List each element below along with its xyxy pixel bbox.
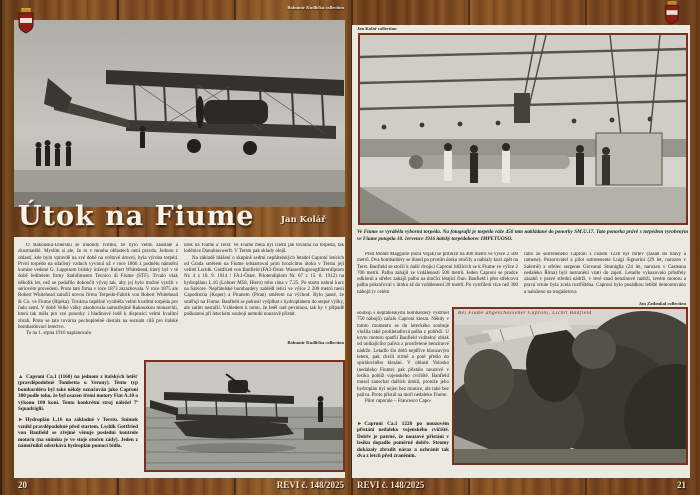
crash-illustration <box>454 309 686 463</box>
photo-torpedo-loading <box>358 33 688 225</box>
left-body-column-1 <box>18 243 178 375</box>
left-issue-label: REVI č. 148/2025 <box>276 480 344 490</box>
article-title: Útok na Fiume <box>18 201 255 232</box>
photo-caproni-airfield <box>14 20 345 207</box>
paragraph: útok na Fiume a Terst. Ve Fiume měla být cílem jak továrna na torpéda, tak loděnice Danubiuswerft. V Terstu pak sklady olejů. <box>184 243 344 255</box>
photo-seaplane-l16 <box>144 360 345 472</box>
photo-handwriting-label: Bei Fiume abgeschossener Caproni, Lschlt Banfield <box>458 311 592 316</box>
right-body-column-1-continued <box>357 311 449 418</box>
left-captions <box>18 374 138 474</box>
paragraph: rallo ze sestřeleného Caproni s číslem 1228 byl mrtev (zásah do hlavy a ramene). Pozorovatel a pilot sottotenente Luigi Signorini (29 let, narozen v Salerně) a střelec sergente Giovanni Straniglia (24 let, narozen v Casteana nedaleko Říma) byli nezranění vzati do zajetí. Letadlo vykazovalo průstřely zásahů v pravé střední nádrži, v levé snad benzínové nádrži, levém motoru a pravá vrtule byla zcela roztříštěna. Caproni bylo posádkou letiště demontováno a naloženo na trogáderova <box>524 252 686 295</box>
paragraph: Pilot caporale – Francesco Capo- <box>365 399 432 405</box>
top-photo-caption: Ve Fiume se vyráběla výborná torpéda. Na fotografii je torpédo ráže 450 mm nakládané do ponorky SM.U.17. Tato ponorka právě s torpédem vyrobeným ve Fiume potopila 10. července 1916 italský torpédoborec IMPETUOSO. <box>357 229 688 242</box>
crash-photo-caption <box>357 421 449 473</box>
right-body-column-2 <box>524 252 686 299</box>
up-arrow-icon: ▲ <box>18 374 25 380</box>
photo-caproni-crash <box>452 307 688 465</box>
paragraph: Před Monte Maggiore (hora Vojak) se přiblížil na 400 metrů ve výšce 2 500 metrů. Dva bombardéry se ihned po prvním útoku otočily a nabraly kurz zpět na Terst. Banfield se stočil k další dvojici Caproni blížících se k Fiume ve výšce 2 700 metrů. Palbu zahájil ze vzdálenosti 500 metrů. Jeden Caproni se prudce odklonil a střelec zahájil palbu na útočící létající člun. Banfield i přes střelcovu palbu pokračoval v útoku až do vzdálenosti 20 metrů. Po vystřílení více než 300 nábojů (v celém <box>357 252 518 295</box>
torpedo-loading-illustration <box>360 35 686 223</box>
paragraph: To na 1. srpna 1916 naplánovalo <box>26 331 92 337</box>
right-arrow-icon: ► <box>357 421 363 427</box>
left-page-number: 20 <box>18 480 27 490</box>
caproni-airfield-illustration <box>14 20 345 207</box>
paragraph: Na základě hlášení o skupině sedmi nepřátelských letadel Caproni letících od Grada směrem na Fiume odstartoval proti hrozícímu útoku v Terstu její velitel Lschlk. Gottfried von Banfield (FA3-Öster. Wasserflugzeugführerdiplom Nr. 4 z 10. 9. 1914 / FA.I-Öster. Pilotendiplom Nr. 67 z 15. 8. 1912) na hydroplánu L.16 (Lohner M58, Hiero) toho rána v 7.25. Po startu nabral kurz na Salvore. Nepřátelské bombardéry zahlédl letící ve výšce 2 200 metrů mezi Capodistria (Koper) a Piranem (Piran) směrem na východ. Bylo jasné, že směřují na Fiume. Banfield se pokusil vyšplhat s hydroplánem do stejné výšky, ale zatím nestačil. Vzhledem k tomu, že letěl nad pevninou, tak by v případě poškození při leteckém souboji nemohl nouzově přistát. <box>184 255 344 318</box>
caption-hydroplane-text: Hydroplán L.16 na základně v Terstu. Snímek vznikl pravděpodobně před startem. Lschlk Gottfried von Banfield se zřejmě věnuje poslední kontrole motoru (na snímku je ve stoje otočen zády). Jeden z námořníků odstrkává hydroplán pomocí bidla. <box>18 417 138 450</box>
seaplane-illustration <box>146 362 343 470</box>
right-page-number: 21 <box>677 480 686 490</box>
caption-caproni-text: Caproni Ca.1 (1160) na jednom z italských letišť (pravděpodobně Tombetta u Verony). Tento typ bombardéru byl také někdy označován jako Caproni 300 podle toho, že byl osazen třemi motory Fiat A.10 o výkonu 100 koní. Tento konkrétní stroj náležel 7ª Squadriglii. <box>18 374 138 413</box>
left-mid-photo-credit: Bohumír Kudlička collection <box>287 340 344 345</box>
austrian-crest-icon <box>18 8 34 34</box>
paragraph: souboji s nepřátelskými bombardéry vystřílel 750 nábojů) začalo Caproni klesat. Někdy v tomto momentu se do leteckého souboje vložila také protiletadlová palba z pobřeží. U krytu motoru spatřil Banfield viditelný oblak od unikajícího paliva z prostřelené benzínové nádrže. Letadlo šlo dolů nejdříve klouzavým letem, pak chvíli strmě a poté přešlo do spirálovitého klesání. V oblasti Volosko (nedaleko Fiume) pak přistálo nouzově v lesíku poblíž vojenského cvičiště. Banfield musel zanechat dalších útoků, protože jeho hydroplán byl nejen bez munice, ale také bez paliva. Proto přistál na moři nedaleko Fiume. <box>357 311 449 398</box>
caption-caproni <box>18 374 138 412</box>
left-top-photo-credit: Bohumír Kudlička collection <box>287 5 344 10</box>
article-author: Jan Kolář <box>281 215 326 225</box>
right-body-column-1 <box>357 252 518 309</box>
paragraph: O Rakousku-Uhersku se mnohdy tvrdilo, že bylo velmi zaostalé a zkostnatělé. Myslím si ale, že to v mnoha oblastech není pravda. Jednou z oblastí, kde bylo vpravdě na své době na světové úrovni, byla výroba torpéd. První torpédo na stlačený vzduch vyvinul už v roce 1866 z podnětu námořní komise vedené G. Luppisem britský inženýr Robert Whitehead, který byl v té době ředitelem firmy Stabilimento Tecnico di Fiume (STF). Trvalo však několik let, než se podařilo dokončit vývoj tak, aby jej bylo možné využít v sériovém provedení. Proto tato firma v roce 1873 zkrachovala. V roce 1875 ale Robert Whitehead založil novou firmu Torpedo-Fabrik von Robert Whitehead & Co. ve Fiume (Rijeka). Továrna úspěšně vyráběla velmi kvalitní torpéda pro řadu zemí. V době Velké války zásobovala samozřejmě Rakouskou monarchii, která tak měla pro své ponorky i hladinové lodě k dispozici velmi kvalitní zbraň. Proto se tato továrna pochopitelně dostala na seznam cílů pro italské bombardovací letectvo. <box>18 243 178 330</box>
left-body-column-2 <box>184 243 344 337</box>
austrian-crest-icon <box>664 1 680 25</box>
caption-crash <box>357 421 449 459</box>
right-issue-label: REVI č. 148/2025 <box>357 480 425 490</box>
caption-hydroplane <box>18 417 138 449</box>
right-mid-photo-credit: Jan Zatloukal collection <box>638 301 686 306</box>
right-top-photo-credit: Jan Kolář collection <box>357 26 397 31</box>
right-arrow-icon: ► <box>18 417 24 424</box>
caption-crash-text: Caproni Ca.1 1228 po nouzovém přistání nedaleko vojenského cvičiště. Dobře je patrné, že nouzové přistání v lesíku dopadlo poměrně dobře. Stromy dokázaly zbrzdit náraz a uchránit tak dva z letců před zraněním. <box>357 421 449 460</box>
